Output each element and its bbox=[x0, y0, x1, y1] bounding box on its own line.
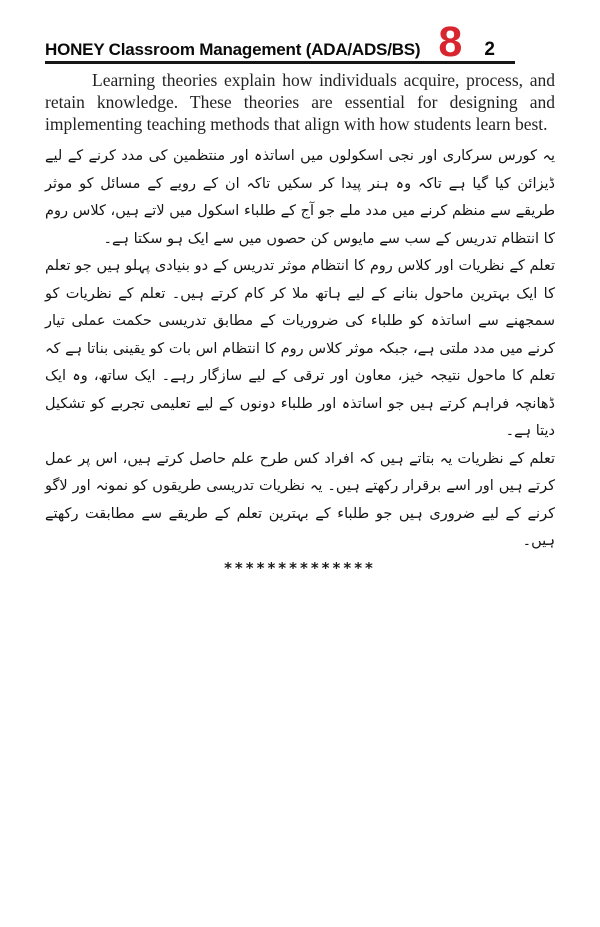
page-number: 2 bbox=[484, 39, 495, 60]
urdu-paragraph-3: تعلم کے نظریات یہ بتاتے ہیں کہ افراد کس طرح علم حاصل کرتے ہیں، اس پر عمل کرتے ہیں اور اسے برقرار رکھتے ہیں۔ یہ نظریات تدریسی طریقوں کو نمونہ اور لاگو کرنے کے لیے ضروری ہیں جو طلباء کے بہترین تعلم کے طریقے سے مطابقت رکھتے ہیں۔ bbox=[45, 450, 555, 549]
urdu-paragraph-2: تعلم کے نظریات اور کلاس روم کا انتظام موثر تدریس کے دو بنیادی پہلو ہیں جو تعلم کا ایک بہترین ماحول بنانے کے لیے ہاتھ ملا کر کام کرتے ہیں۔ تعلم کے نظریات کو سمجھنے سے اساتذہ کو طلباء کی ضروریات کے مطابق تدریسی حکمت عملی تیار کرنے میں مدد ملتی ہے، جبکہ موثر کلاس روم کا انتظام اس بات کو یقینی بناتا ہے کہ تعلم کا ماحول نتیجہ خیز، معاون اور ترقی کے لیے سازگار رہے۔ ایک ساتھ، وہ ایک ڈھانچہ فراہم کرتے ہیں جو اساتذہ اور طلباء دونوں کے لیے تعلیمی تجربے کو تشکیل دیتا ہے۔ bbox=[45, 258, 555, 439]
section-separator: ************** bbox=[224, 558, 376, 577]
chapter-number: 8 bbox=[438, 18, 463, 66]
english-paragraph: Learning theories explain how individuals acquire, process, and retain knowledge. These theories are essential for designing and implementing teaching methods that align with how students learn best. bbox=[45, 70, 555, 134]
urdu-text-block bbox=[45, 143, 555, 556]
page-header bbox=[45, 0, 515, 64]
urdu-paragraph-1: یہ کورس سرکاری اور نجی اسکولوں میں اساتذہ اور منتظمین کی مدد کرنے کے لیے ڈیزائن کیا گیا ہے تاکہ وہ ہنر پیدا کر سکیں تاکہ ان کے رویے کے مسائل کو موثر طریقے سے منظم کرنے میں مدد ملے جو آج کے طلباء اسکول میں لاتے ہیں، کلاس روم کا انتظام تدریس کے سب سے مایوس کن حصوں میں سے ایک ہو سکتا ہے۔ bbox=[45, 148, 555, 247]
header-title: HONEY Classroom Management (ADA/ADS/BS) bbox=[45, 40, 421, 59]
